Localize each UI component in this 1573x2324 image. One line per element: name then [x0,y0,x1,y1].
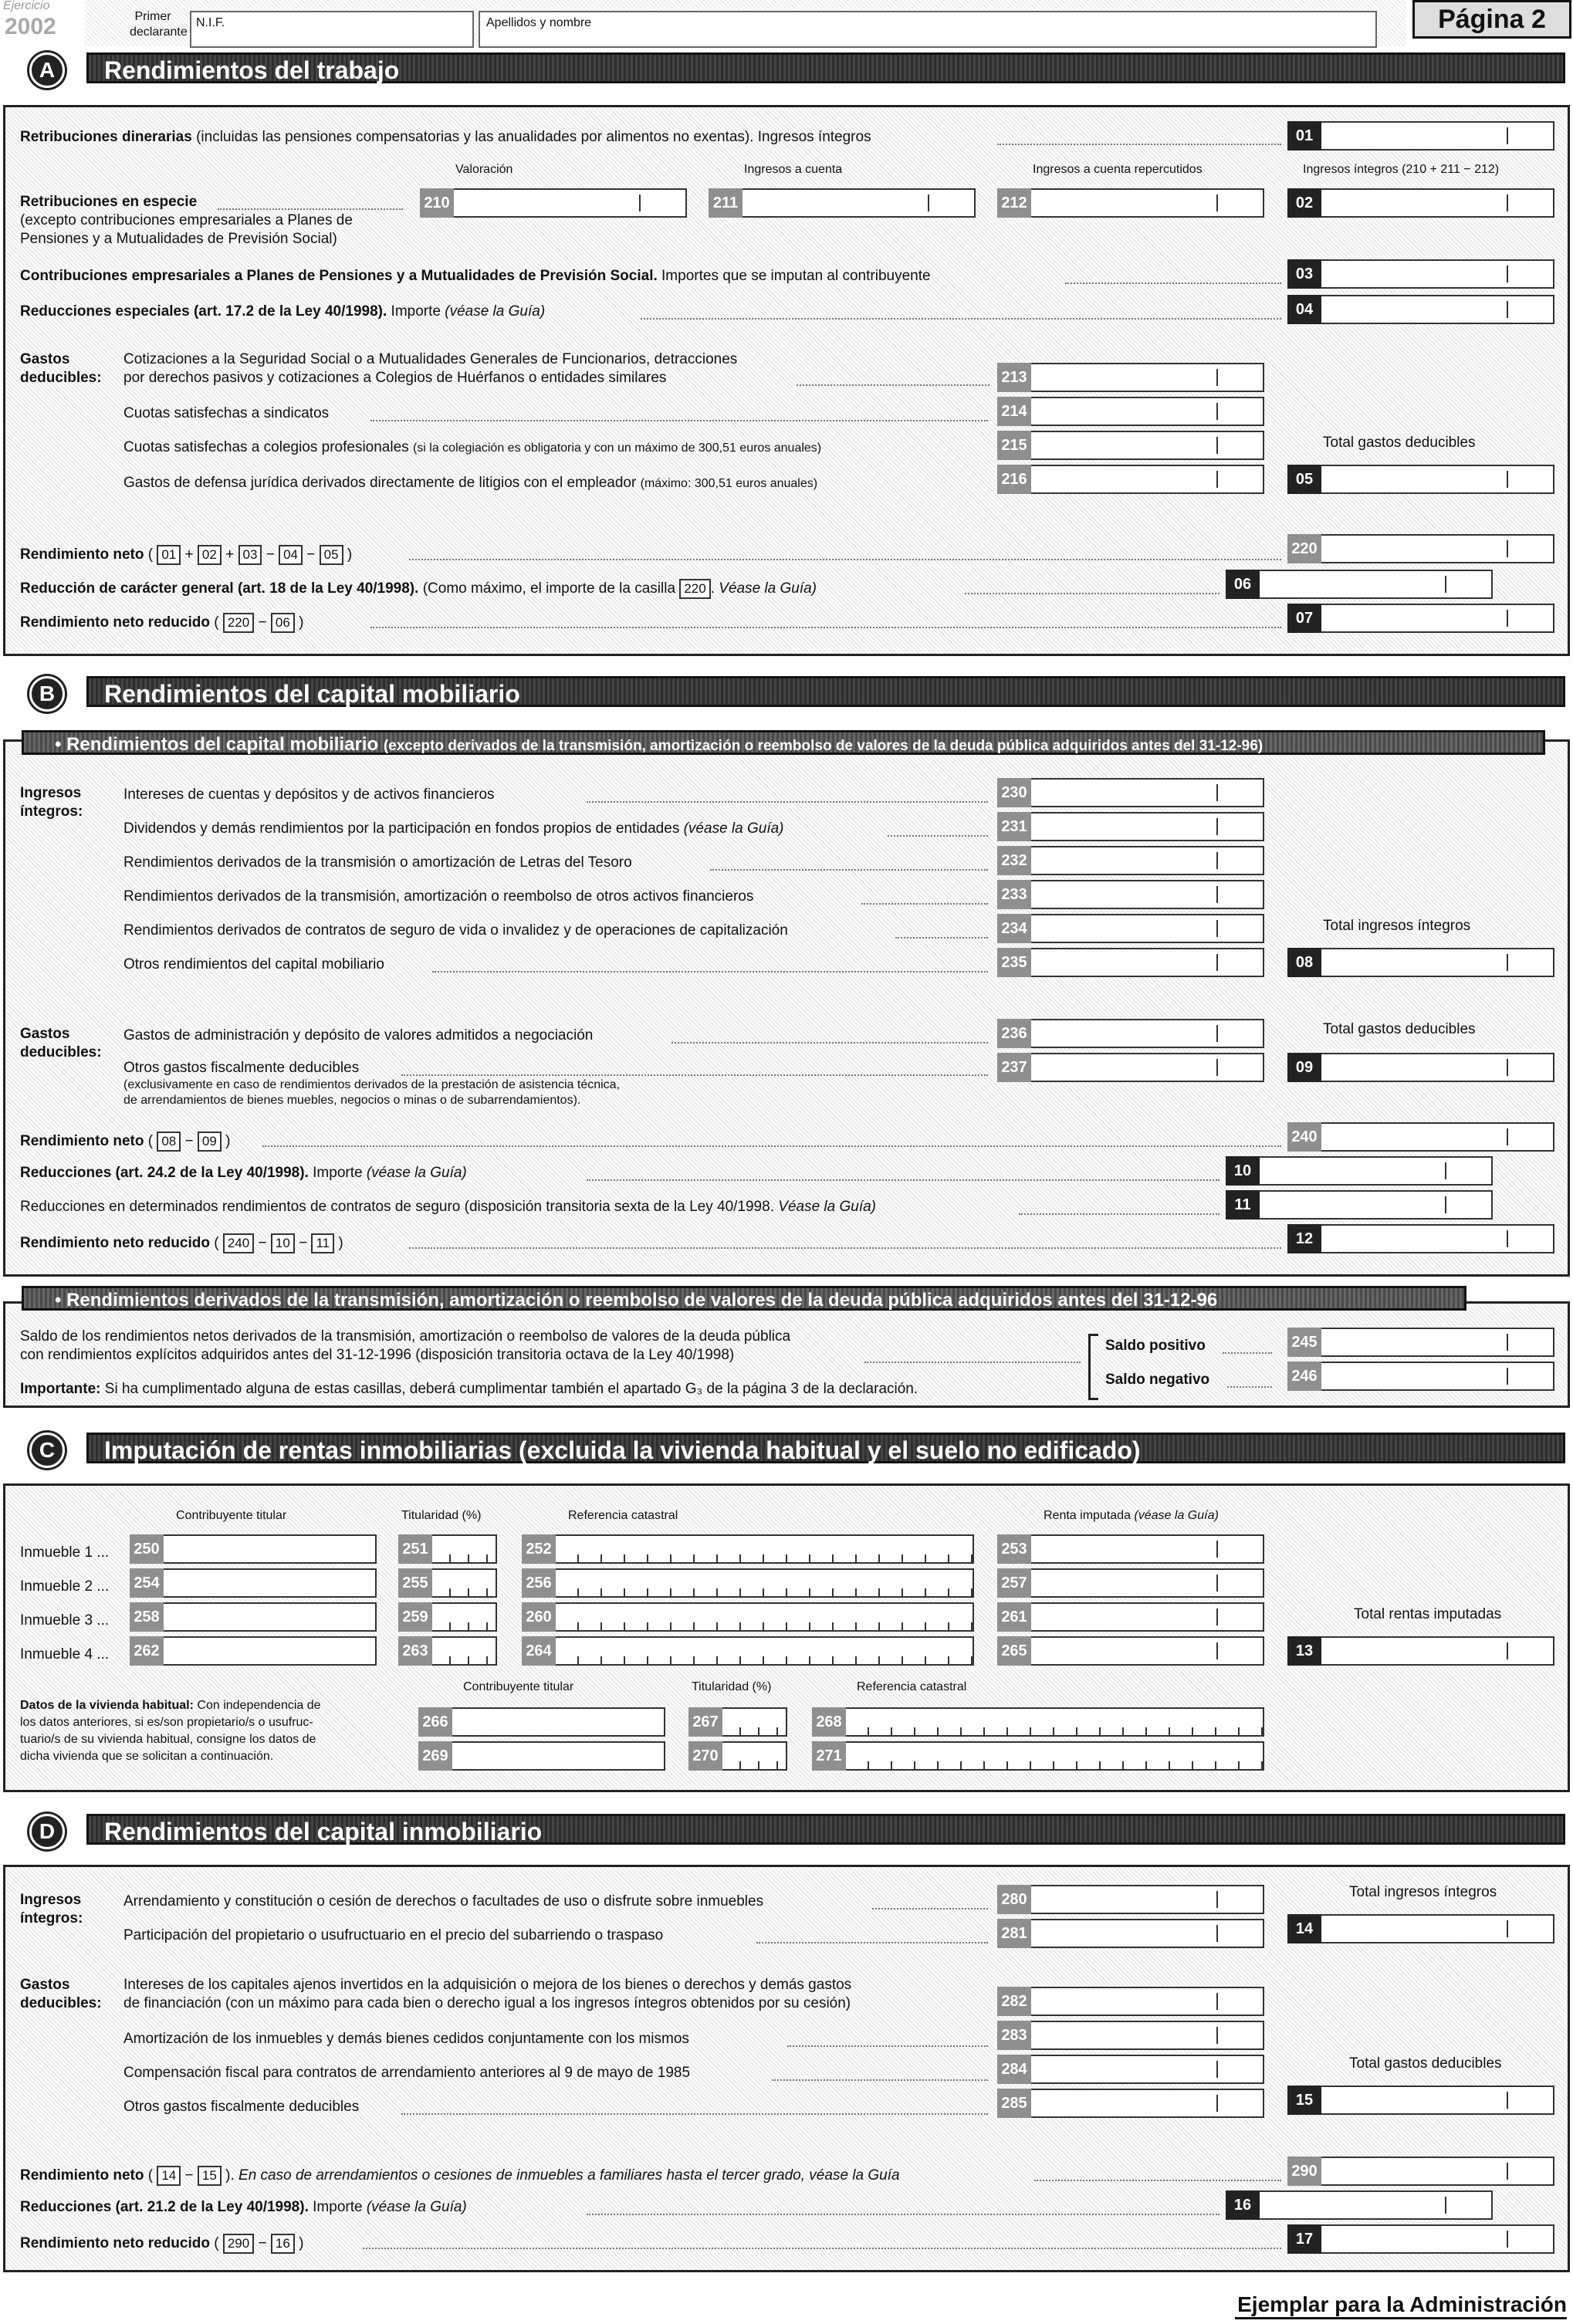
box-214[interactable]: 214 [997,397,1264,426]
a-red-desc: (Como máximo, el importe de la casilla [422,580,676,597]
g283-label: Amortización de los inmuebles y demás bienes cedidos conjuntamente con los mismos [123,2031,689,2047]
box-03[interactable]: 03 [1287,259,1554,289]
g216-desc: (máximo: 300,51 euros anuales) [640,477,818,490]
i230-label: Intereses de cuentas y depósitos y de activos financieros [123,787,495,803]
box-12[interactable]: 12 [1287,1224,1554,1253]
box-271[interactable]: 271 [812,1741,1264,1771]
box-265[interactable]: 265 [997,1636,1264,1666]
d-integros-label: íntegros: [20,1910,83,1927]
a-red-guia: Véase la Guía) [719,580,817,597]
r01-label: Retribuciones dinerarias [20,129,192,145]
inmueble-3-label: Inmueble 3 ... [20,1612,110,1629]
box-216[interactable]: 216 [997,465,1264,494]
box-281[interactable]: 281 [997,1919,1264,1948]
i280-label: Arrendamiento y constitución o cesión de derechos o facultades de uso o disfrute sobre inmuebles [123,1893,764,1910]
box-251[interactable]: 251 [398,1534,497,1564]
box-259[interactable]: 259 [398,1602,497,1632]
d-total-gastos-label: Total gastos deducibles [1349,2055,1502,2072]
box-235[interactable]: 235 [997,948,1264,977]
b-gastos-label: Gastos [20,1026,70,1042]
box-01[interactable]: 01 [1287,121,1554,151]
r04-importe: Importe [391,303,441,320]
section-b2-title: • Rendimientos derivados de la transmisión, amortización o reembolso de valores de la deuda pública adquiridos antes del 31-12-96 [22,1286,1466,1311]
d-gastos-label: Gastos [20,1977,70,1993]
i231-label: Dividendos y demás rendimientos por la participación en fondos propios de entidades [123,820,680,837]
i281-label: Participación del propietario o usufructuario en el precio del subarriendo o traspaso [123,1927,664,1943]
section-b1-title: • Rendimientos del capital mobiliario (excepto derivados de la transmisión, amortización o reembolso de valores de la deuda pública adquiridos antes del 31-12-96) [22,730,1545,755]
box-284[interactable]: 284 [997,2055,1264,2084]
col-ingresos-repercutidos: Ingresos a cuenta repercutidos [1033,163,1203,176]
box-08[interactable]: 08 [1287,948,1554,977]
inmueble-2-label: Inmueble 2 ... [20,1578,110,1595]
r02-desc-1: (excepto contribuciones empresariales a Planes de [20,212,353,228]
g284-label: Compensación fiscal para contratos de arrendamiento anteriores al 9 de mayo de 1985 [123,2065,691,2081]
d-total-ingresos-label: Total ingresos íntegros [1349,1884,1497,1900]
box-17[interactable]: 17 [1287,2224,1554,2254]
box-06[interactable]: 06 [1226,570,1493,599]
box-02[interactable]: 02 [1287,188,1554,218]
box-07[interactable]: 07 [1287,604,1554,633]
box-234[interactable]: 234 [997,914,1264,943]
dv-line1: Con independencia de [197,1699,321,1712]
box-215[interactable]: 215 [997,431,1264,460]
section-d-title: Rendimientos del capital inmobiliario [86,1814,1565,1845]
nif-field[interactable] [190,11,474,48]
box-233[interactable]: 233 [997,880,1264,909]
dv-label: Datos de la vivienda habitual: [20,1699,194,1712]
b-rnr-label: Rendimiento neto reducido [20,1235,210,1251]
box-15[interactable]: 15 [1287,2086,1554,2115]
dv-line3: tuario/s de su vivienda habitual, consigne los datos de [20,1733,316,1746]
d-red-importe: Importe [313,2199,363,2215]
box-257[interactable]: 257 [997,1568,1264,1598]
box-16[interactable]: 16 [1226,2190,1493,2220]
d-rn-desc: En caso de arrendamientos o cesiones de inmuebles a familiares hasta el tercer grado, véase la Guía [238,2167,900,2184]
b-rn-label: Rendimiento neto [20,1133,144,1149]
c-total-rentas-label: Total rentas imputadas [1354,1606,1502,1622]
g237-desc-1: (exclusivamente en caso de rendimientos derivados de la prestación de asistencia técnica, [123,1078,621,1091]
box-232[interactable]: 232 [997,846,1264,875]
g282-line1: Intereses de los capitales ajenos invertidos en la adquisición o mejora de los bienes o derechos y demás gastos [123,1977,852,1993]
inmueble-4-label: Inmueble 4 ... [20,1646,110,1663]
box-11[interactable]: 11 [1226,1190,1493,1220]
section-c-letter: C [29,1433,65,1468]
box-269[interactable]: 269 [418,1741,665,1771]
b-ingresos-label: Ingresos [20,785,82,801]
i231-guia: (véase la Guía) [683,820,784,837]
box-282[interactable]: 282 [997,1987,1264,2016]
i233-label: Rendimientos derivados de la transmisión, amortización o reembolso de otros activos financieros [123,888,754,905]
box-260[interactable]: 260 [522,1602,974,1632]
box-240[interactable]: 240 [1287,1122,1554,1152]
saldo-positivo-label: Saldo positivo [1105,1338,1206,1354]
ejercicio-year: 2002 [5,14,56,39]
box-256[interactable]: 256 [522,1568,974,1598]
box-268[interactable]: 268 [812,1707,1264,1737]
box-13[interactable]: 13 [1287,1636,1554,1666]
box-280[interactable]: 280 [997,1885,1264,1914]
nif-label: N.I.F. [196,16,225,29]
box-254[interactable]: 254 [130,1568,377,1598]
box-250[interactable]: 250 [130,1534,377,1564]
c-col-contribuyente: Contribuyente titular [176,1509,287,1522]
ejercicio-label: Ejercicio [3,0,50,12]
box-236[interactable]: 236 [997,1019,1264,1048]
box-270[interactable]: 270 [688,1741,787,1771]
box-253[interactable]: 253 [997,1534,1264,1564]
b-integros-label: íntegros: [20,803,83,820]
a-total-gastos-label: Total gastos deducibles [1323,435,1476,451]
b2-desc-2: con rendimientos explícitos adquiridos antes del 31-12-1996 (disposición transitoria octava de la Ley 40/1998) [20,1347,735,1363]
b-red-label: Reducciones (art. 24.2 de la Ley 40/1998). [20,1165,309,1181]
g216-label: Gastos de defensa jurídica derivados directamente de litigios con el empleador [123,475,637,491]
b-total-gastos-label: Total gastos deducibles [1323,1021,1476,1037]
c-col-renta-guia: (véase la Guía) [1134,1509,1219,1522]
col-ingresos-cuenta: Ingresos a cuenta [744,163,843,176]
b-deducibles-label: deducibles: [20,1044,102,1061]
col-ingresos-integros: Ingresos íntegros (210 + 211 − 212) [1303,163,1500,176]
box-267[interactable]: 267 [688,1707,787,1737]
section-a-title: Rendimientos del trabajo [86,52,1565,83]
dv-line4: dicha vivienda que se solicitan a continuación. [20,1750,274,1763]
section-d-letter: D [29,1814,65,1849]
a-red-label: Reducción de carácter general (art. 18 de la Ley 40/1998). [20,580,419,597]
box-231[interactable]: 231 [997,812,1264,841]
c-col-renta: Renta imputada [1044,1509,1131,1522]
dv-col-titularidad: Titularidad (%) [692,1680,772,1693]
g282-line2: de financiación (con un máximo para cada bien o derecho igual a los ingresos íntegros obtenidos por su cesión) [123,1995,851,2011]
primer-declarante-label: Primer declarante [130,10,188,39]
box-261[interactable]: 261 [997,1602,1264,1632]
box-264[interactable]: 264 [522,1636,974,1666]
b2-importante: Importante: [20,1381,101,1397]
box-255[interactable]: 255 [398,1568,497,1598]
box-05[interactable]: 05 [1287,465,1554,494]
g214-label: Cuotas satisfechas a sindicatos [123,405,330,421]
b2-desc-1: Saldo de los rendimientos netos derivados de la transmisión, amortización o reembolso de valores de la deuda pública [20,1328,791,1345]
box-14[interactable]: 14 [1287,1914,1554,1943]
d-rn-label: Rendimiento neto [20,2167,144,2184]
box-230[interactable]: 230 [997,778,1264,807]
section-c-title: Imputación de rentas inmobiliarias (excluida la vivienda habitual y el suelo no edificado) [86,1433,1565,1463]
box-04[interactable]: 04 [1287,295,1554,324]
d-rnr-label: Rendimiento neto reducido [20,2235,210,2251]
b-red-importe: Importe [313,1165,363,1181]
c-col-titularidad: Titularidad (%) [401,1509,482,1522]
box-210[interactable]: 210 [420,188,687,218]
i235-label: Otros rendimientos del capital mobiliario [123,956,384,973]
box-258[interactable]: 258 [130,1602,377,1632]
saldo-negativo-label: Saldo negativo [1105,1372,1210,1388]
r02-label: Retribuciones en especie [20,194,198,210]
page-number: Página 2 [1412,0,1571,39]
box-10[interactable]: 10 [1226,1156,1493,1186]
g237-desc-2: de arrendamientos de bienes muebles, negocios o minas o de subarrendamientos). [123,1094,581,1107]
r03-desc: Importes que se imputan al contribuyente [661,268,931,284]
g237-label: Otros gastos fiscalmente deducibles [123,1060,360,1076]
g236-label: Gastos de administración y depósito de valores admitidos a negociación [123,1027,594,1044]
d-ingresos-label: Ingresos [20,1892,82,1908]
a-gastos-label: Gastos [20,351,70,367]
box-266[interactable]: 266 [418,1707,665,1737]
r03-label: Contribuciones empresariales a Planes de Pensiones y a Mutualidades de Previsión Social. [20,268,658,284]
box-212[interactable]: 212 [997,188,1264,218]
section-a-letter: A [29,52,65,88]
box-252[interactable]: 252 [522,1534,974,1564]
b2-importante-desc: Si ha cumplimentado alguna de estas casillas, deberá cumplimentar también el apartado G₃ de la página 3 de la declaración. [104,1381,918,1397]
apellidos-label: Apellidos y nombre [486,16,592,29]
box-213[interactable]: 213 [997,363,1264,392]
box-285[interactable]: 285 [997,2089,1264,2118]
dv-col-contribuyente: Contribuyente titular [463,1680,574,1693]
b-total-ingresos-label: Total ingresos íntegros [1323,918,1471,934]
section-b-title: Rendimientos del capital mobiliario [86,676,1565,707]
d-deducibles-label: deducibles: [20,1995,102,2011]
box-262[interactable]: 262 [130,1636,377,1666]
d-red-label: Reducciones (art. 21.2 de la Ley 40/1998). [20,2199,309,2215]
r01-desc: (incluidas las pensiones compensatorias y las anualidades por alimentos no exentas). Ingresos íntegros [196,129,871,145]
r02-desc-2: Pensiones y a Mutualidades de Previsión Social) [20,231,337,247]
dv-col-referencia: Referencia catastral [857,1680,967,1693]
box-220[interactable]: 220 [1287,534,1554,563]
i234-label: Rendimientos derivados de contratos de seguro de vida o invalidez y de operaciones de capitalización [123,922,788,939]
section-b-letter: B [29,676,65,712]
box-211[interactable]: 211 [709,188,976,218]
box-237[interactable]: 237 [997,1053,1264,1082]
d-red-guia: (véase la Guía) [366,2199,467,2215]
r04-guia: (véase la Guía) [445,303,546,320]
apellidos-field[interactable] [479,11,1377,48]
g285-label: Otros gastos fiscalmente deducibles [123,2099,360,2115]
box-290[interactable]: 290 [1287,2157,1554,2186]
col-valoracion: Valoración [455,163,513,176]
footer-ejemplar: Ejemplar para la Administración [1235,2292,1567,2319]
box-245[interactable]: 245 [1287,1328,1554,1357]
box-246[interactable]: 246 [1287,1362,1554,1391]
g213-line1: Cotizaciones a la Seguridad Social o a Mutualidades Generales de Funcionarios, detracciones [123,351,738,367]
c-col-referencia: Referencia catastral [568,1509,678,1522]
i232-label: Rendimientos derivados de la transmisión o amortización de Letras del Tesoro [123,854,632,871]
b-red11-label: Reducciones en determinados rendimientos de contratos de seguro (disposición transitoria sexta de la Ley 40/1998. [20,1199,774,1215]
inmueble-1-label: Inmueble 1 ... [20,1544,110,1561]
box-283[interactable]: 283 [997,2021,1264,2050]
g215-desc: (si la colegiación es obligatoria y con un máximo de 300,51 euros anuales) [412,441,822,455]
r04-label: Reducciones especiales (art. 17.2 de la Ley 40/1998). [20,303,387,320]
b-red11-guia: Véase la Guía) [778,1199,877,1215]
a-deducibles-label: deducibles: [20,370,102,386]
a-rnr-label: Rendimiento neto reducido [20,614,210,631]
box-09[interactable]: 09 [1287,1053,1554,1082]
box-263[interactable]: 263 [398,1636,497,1666]
a-rn-label: Rendimiento neto [20,546,144,563]
g213-line2: por derechos pasivos y cotizaciones a Colegios de Huérfanos o entidades similares [123,370,667,386]
b-red-guia: (véase la Guía) [366,1165,467,1181]
dv-line2: los datos anteriores, si es/son propietario/s o usufruc- [20,1716,313,1729]
g215-label: Cuotas satisfechas a colegios profesionales [123,439,409,455]
